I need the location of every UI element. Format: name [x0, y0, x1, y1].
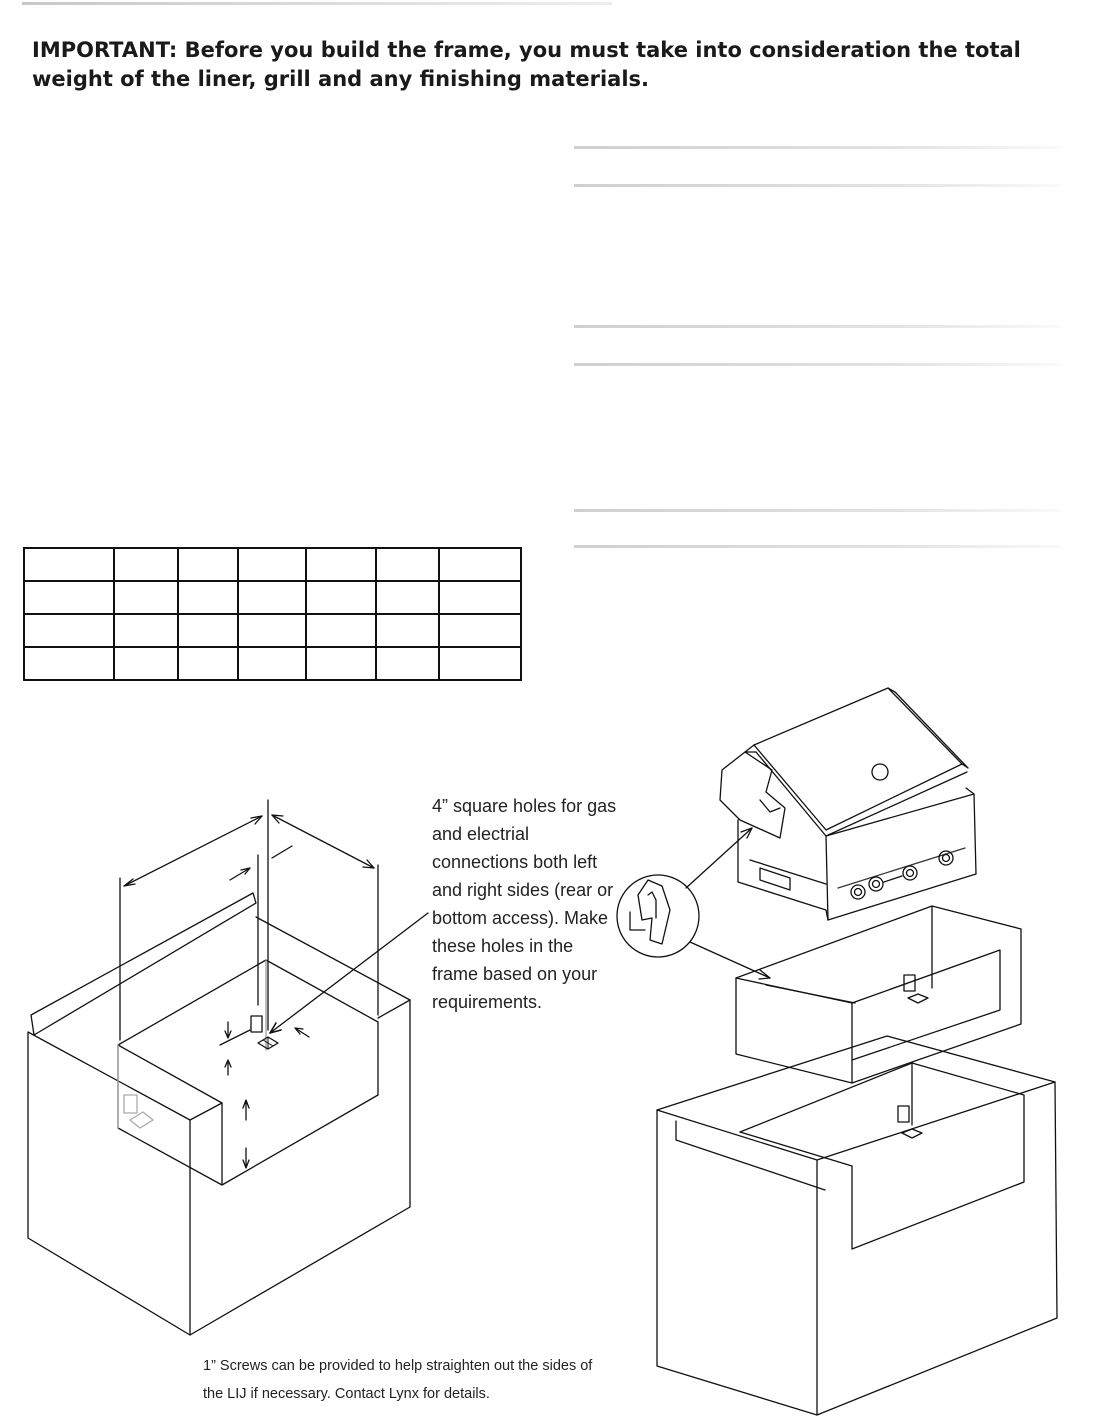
- table-row: [24, 548, 521, 581]
- table-cell: [439, 581, 521, 614]
- table-cell: [178, 647, 238, 680]
- table-cell: [306, 581, 376, 614]
- top-divider: [22, 2, 612, 5]
- table-cell: [306, 647, 376, 680]
- table-cell: [114, 647, 178, 680]
- divider-rule: [574, 545, 1060, 548]
- divider-rule: [574, 184, 1060, 187]
- screws-note: 1” Screws can be provided to help straighten out the sides of the LIJ if necessary. Contact Lynx for details.: [203, 1358, 593, 1402]
- table-cell: [24, 614, 114, 647]
- table-cell: [114, 581, 178, 614]
- table-cell: [114, 614, 178, 647]
- table-cell: [238, 614, 306, 647]
- table-cell: [178, 581, 238, 614]
- table-cell: [24, 647, 114, 680]
- table-cell: [439, 614, 521, 647]
- dimensions-table: [23, 547, 522, 681]
- table-row: [24, 614, 521, 647]
- table-cell: [24, 581, 114, 614]
- table-cell: [306, 548, 376, 581]
- table-cell: [376, 614, 439, 647]
- table-row: [24, 647, 521, 680]
- table-row: [24, 581, 521, 614]
- table-cell: [439, 548, 521, 581]
- divider-rule: [574, 146, 1060, 149]
- table-cell: [238, 548, 306, 581]
- grill-liner-island-diagram: [610, 680, 1080, 1420]
- table-cell: [114, 548, 178, 581]
- table-cell: [178, 548, 238, 581]
- table-cell: [376, 548, 439, 581]
- table-cell: [439, 647, 521, 680]
- important-note: IMPORTANT: Before you build the frame, you must take into consideration the total weight of the liner, grill and any finishing materials.: [32, 38, 1021, 91]
- table-cell: [376, 581, 439, 614]
- table-cell: [178, 614, 238, 647]
- divider-rule: [574, 325, 1060, 328]
- table-cell: [24, 548, 114, 581]
- divider-rule: [574, 363, 1060, 366]
- table-cell: [376, 647, 439, 680]
- gas-electrical-holes-note: 4” square holes for gas and electrial connections both left and right sides (rear or bottom access). Make these holes in the frame based on your requirements.: [432, 796, 617, 1012]
- table-cell: [238, 647, 306, 680]
- divider-rule: [574, 509, 1060, 512]
- table-cell: [238, 581, 306, 614]
- table-cell: [306, 614, 376, 647]
